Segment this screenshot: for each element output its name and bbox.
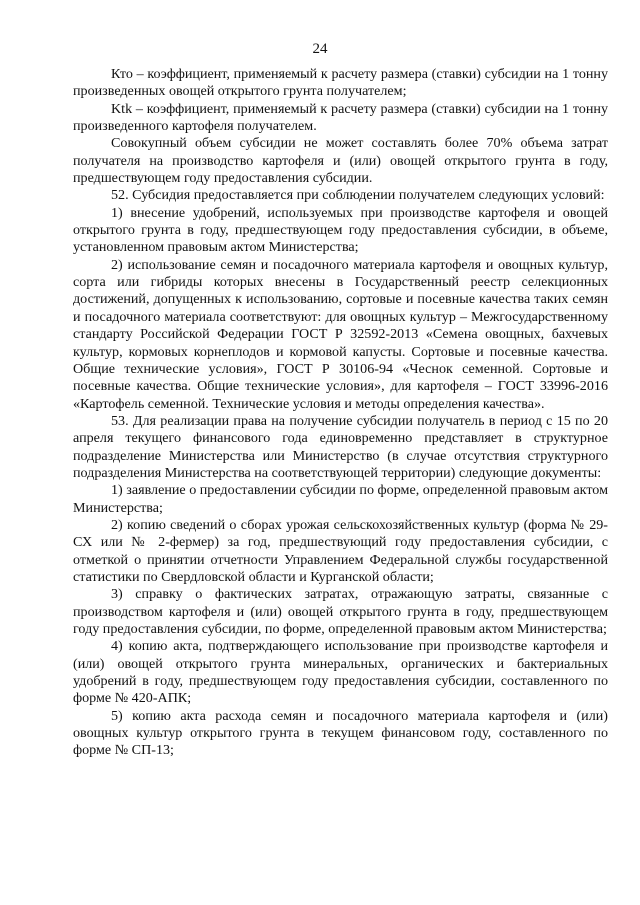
list-item-52-2: 2) использование семян и посадочного материала картофеля и овощных культур, сорта или гибриды которых внесены в Государственный реестр селекционных достижений, допущенных к использованию, сортовые и посевные качества таких семян и посадочного материала соответствуют: для овощных культур – Межгосударственному стандарту Российской Федерации ГОСТ Р 32592-2013 «Семена овощных, бахчевых культур, кормовых корнеплодов и кормовой капусты. Сортовые и посевные качества. Общие технические условия», ГОСТ Р 30106-94 «Чеснок семенной. Сортовые и посевные качества. Общие технические условия», для картофеля – ГОСТ 33996-2016 «Картофель семенной. Технические условия и методы определения качества». <box>73 256 608 412</box>
list-item-53-1: 1) заявление о предоставлении субсидии по форме, определенной правовым актом Министерства; <box>73 482 608 516</box>
page-number: 24 <box>312 41 328 57</box>
paragraph-coefficient-kto: Кто – коэффициент, применяемый к расчету размера (ставки) субсидии на 1 тонну произведенных овощей открытого грунта получателем; <box>73 66 608 100</box>
list-item-53-4: 4) копию акта, подтверждающего использование при производстве картофеля и (или) овощей открытого грунта минеральных, органических и бактериальных удобрений в году, предшествующем году предоставления субсидии, составленного по форме № 420-АПК; <box>73 638 608 707</box>
list-item-53-2: 2) копию сведений о сборах урожая сельскохозяйственных культур (форма № 29-СХ или № 2-фермер) за год, предшествующий году предоставления субсидии, с отметкой о принятии отчетности Управлением Федеральной службы государственной статистики по Свердловской области и Курганской области; <box>73 516 608 585</box>
paragraph-clause-53: 53. Для реализации права на получение субсидии получатель в период с 15 по 20 апреля текущего финансового года единовременно представляет в структурное подразделение Министерства или Министерство (в случае отсутствия структурного подразделения Министерства на соответствующей территории) следующие документы: <box>73 412 608 481</box>
list-item-52-1: 1) внесение удобрений, используемых при производстве картофеля и овощей открытого грунта в году, предшествующем году предоставления субсидии, в объеме, установленном правовым актом Министерства; <box>73 204 608 256</box>
list-item-53-3: 3) справку о фактических затратах, отражающую затраты, связанные с производством картофеля и (или) овощей открытого грунта в году, предшествующем году предоставления субсидии, по форме, определенной правовым актом Министерства; <box>73 586 608 637</box>
paragraph-total-subsidy-limit: Совокупный объем субсидии не может составлять более 70% объема затрат получателя на производство картофеля и (или) овощей открытого грунта в году, предшествующем году предоставления субсидии. <box>73 135 608 187</box>
paragraph-clause-52: 52. Субсидия предоставляется при соблюдении получателем следующих условий: <box>111 187 605 204</box>
list-item-53-5: 5) копию акта расхода семян и посадочного материала картофеля и (или) овощных культур открытого грунта в текущем финансовом году, составленного по форме № СП-13; <box>73 707 608 759</box>
paragraph-coefficient-ktk: Ktk – коэффициент, применяемый к расчету размера (ставки) субсидии на 1 тонну произведенного картофеля получателем. <box>73 100 608 135</box>
document-body <box>73 66 608 760</box>
